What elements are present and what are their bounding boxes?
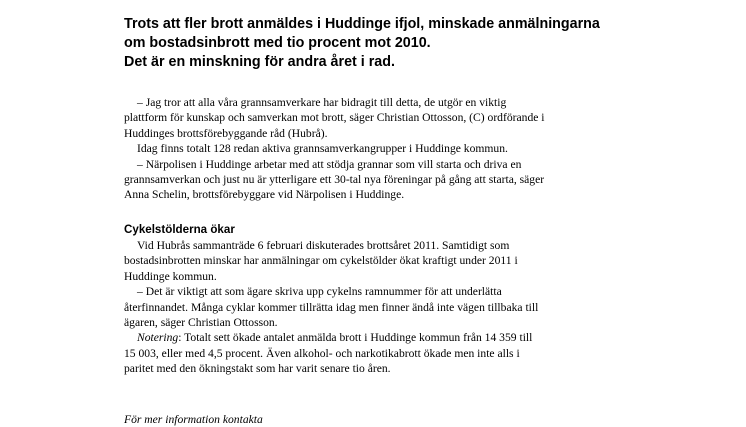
frame-number-paragraph-line-3: ägaren, säger Christian Ottosson. xyxy=(124,316,278,330)
meeting-paragraph-line-3: Huddinge kommun. xyxy=(124,269,217,283)
lead-line-2: om bostadsinbrott med tio procent mot 2010. xyxy=(124,35,431,51)
contact-info-partial: För mer information kontakta xyxy=(124,413,263,426)
note-label: Notering xyxy=(137,331,179,345)
police-paragraph-line-1: – Närpolisen i Huddinge arbetar med att stödja grannar som vill starta och driva en xyxy=(137,157,522,171)
quote-paragraph-line-2: plattform för kunskap och samverkan mot brott, säger Christian Ottosson, (C) ordförande i xyxy=(124,111,545,125)
quote-paragraph-line-1: – Jag tror att alla våra grannsamverkare har bidragit till detta, de utgör en viktig xyxy=(137,96,507,109)
police-paragraph-line-2: grannsamverkan och just nu är ytterligare ett 30-tal nya föreningar på gång att starta, säger xyxy=(124,173,545,187)
frame-number-paragraph-line-2: återfinnandet. Många cyklar kommer tillrätta idag men finner ändå inte vägen tillbaka till xyxy=(124,300,539,314)
note-paragraph-line-3: paritet med den ökningstakt som har varit senare tio åren. xyxy=(124,362,391,376)
lead-line-1: Trots att fler brott anmäldes i Huddinge ifjol, minskade anmälningarna xyxy=(124,16,600,32)
frame-number-paragraph-line-1: – Det är viktigt att som ägare skriva upp cykelns ramnummer för att underlätta xyxy=(137,285,502,299)
police-paragraph-line-3: Anna Schelin, brottsförebyggare vid Närpolisen i Huddinge. xyxy=(124,188,405,202)
lead-paragraph xyxy=(124,15,644,72)
intro-body xyxy=(124,95,594,203)
meeting-paragraph-line-2: bostadsinbrotten minskar har anmälningar om cykelstölder ökat kraftigt under 2011 i xyxy=(124,254,518,268)
groups-paragraph-line-1: Idag finns totalt 128 redan aktiva grannsamverkangrupper i Huddinge kommun. xyxy=(137,142,508,156)
lead-line-3: Det är en minskning för andra året i rad. xyxy=(124,54,395,70)
note-paragraph-line-2: 15 003, eller med 4,5 procent. Även alkohol- och narkotikabrott ökade men inte alls i xyxy=(124,346,520,360)
note-first-line-text: : Totalt sett ökade antalet anmälda brott i Huddinge kommun från 14 359 till xyxy=(178,331,533,345)
note-paragraph-line-1 xyxy=(124,330,594,345)
section-heading: Cykelstölderna ökar xyxy=(124,223,235,236)
meeting-paragraph-line-1: Vid Hubrås sammanträde 6 februari diskuterades brottsåret 2011. Samtidigt som xyxy=(137,239,510,252)
bike-theft-section xyxy=(124,222,594,377)
quote-paragraph-line-3: Huddinges brottsförebyggande råd (Hubrå). xyxy=(124,126,328,140)
